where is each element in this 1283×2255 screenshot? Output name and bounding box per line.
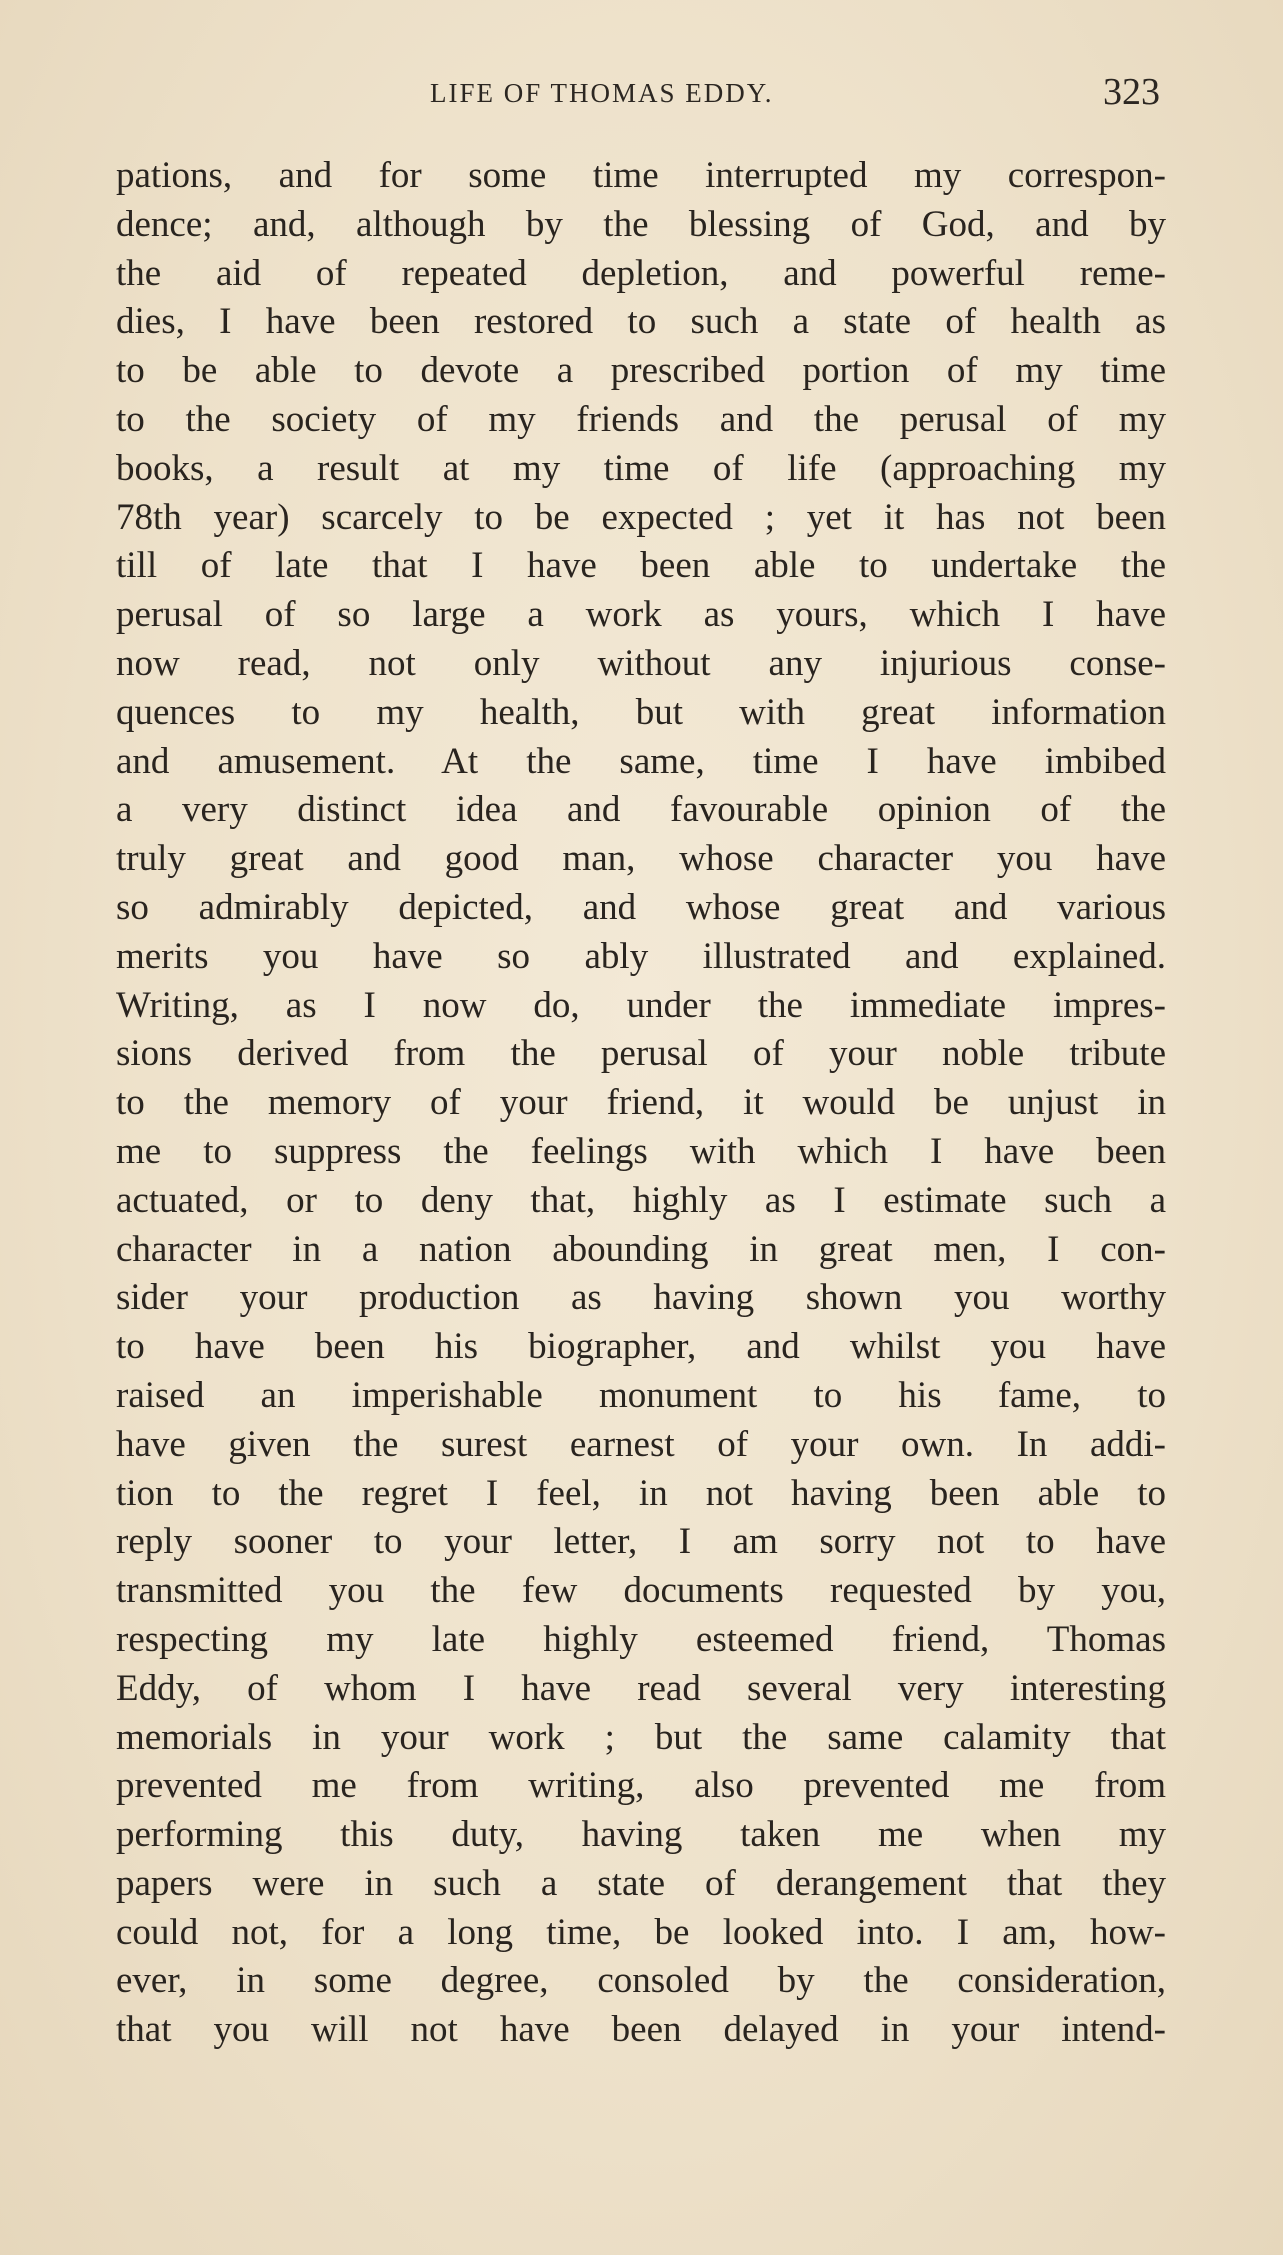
- text-line: so admirably depicted, and whose great and various: [116, 886, 1166, 928]
- text-line: character in a nation abounding in great men, I con-: [116, 1228, 1166, 1270]
- text-line: Writing, as I now do, under the immediate impres-: [116, 984, 1166, 1026]
- text-line: now read, not only without any injurious conse-: [116, 642, 1166, 684]
- text-line: actuated, or to deny that, highly as I estimate such a: [116, 1179, 1166, 1221]
- text-line: sions derived from the perusal of your noble tribute: [116, 1033, 1166, 1075]
- text-line: Eddy, of whom I have read several very interesting: [116, 1667, 1166, 1709]
- page-number: 323: [1103, 71, 1160, 113]
- text-line: me to suppress the feelings with which I have been: [116, 1130, 1166, 1172]
- text-line: could not, for a long time, be looked into. I am, how-: [116, 1911, 1166, 1953]
- text-line: to the memory of your friend, it would be unjust in: [116, 1082, 1166, 1124]
- text-line: to the society of my friends and the perusal of my: [116, 398, 1166, 440]
- body-text: [116, 152, 1166, 2055]
- text-line: till of late that I have been able to undertake the: [116, 545, 1166, 587]
- text-line: pations, and for some time interrupted my correspon-: [116, 155, 1166, 196]
- text-line: prevented me from writing, also prevented me from: [116, 1765, 1166, 1807]
- text-line: raised an imperishable monument to his fame, to: [116, 1374, 1166, 1416]
- text-line: merits you have so ably illustrated and explained.: [116, 935, 1166, 977]
- text-line: and amusement. At the same, time I have imbibed: [116, 740, 1166, 782]
- text-line: ever, in some degree, consoled by the consideration,: [116, 1960, 1166, 2002]
- text-line: performing this duty, having taken me when my: [116, 1814, 1166, 1856]
- text-line: quences to my health, but with great information: [116, 691, 1166, 733]
- text-line: perusal of so large a work as yours, which I have: [116, 594, 1166, 636]
- text-line: reply sooner to your letter, I am sorry not to have: [116, 1521, 1166, 1563]
- text-line: have given the surest earnest of your own. In addi-: [116, 1423, 1166, 1465]
- text-line: books, a result at my time of life (approaching my: [116, 447, 1166, 489]
- text-line: truly great and good man, whose character you have: [116, 838, 1166, 880]
- text-line: dies, I have been restored to such a state of health as: [116, 301, 1166, 343]
- text-line: to be able to devote a prescribed portion of my time: [116, 350, 1166, 392]
- text-line: transmitted you the few documents requested by you,: [116, 1570, 1166, 1612]
- text-line: respecting my late highly esteemed friend, Thomas: [116, 1618, 1166, 1660]
- text-line: sider your production as having shown you worthy: [116, 1277, 1166, 1319]
- text-line: dence; and, although by the blessing of God, and by: [116, 203, 1166, 245]
- text-line: to have been his biographer, and whilst you have: [116, 1326, 1166, 1368]
- running-head-title: LIFE OF THOMAS EDDY.: [430, 78, 774, 108]
- text-line: that you will not have been delayed in your intend-: [116, 2009, 1166, 2051]
- text-line: the aid of repeated depletion, and powerful reme-: [116, 252, 1166, 294]
- text-line: a very distinct idea and favourable opinion of the: [116, 789, 1166, 831]
- text-line: memorials in your work ; but the same calamity that: [116, 1716, 1166, 1758]
- text-line: 78th year) scarcely to be expected ; yet it has not been: [116, 496, 1166, 538]
- text-line: tion to the regret I feel, in not having been able to: [116, 1472, 1166, 1514]
- text-line: papers were in such a state of derangement that they: [116, 1862, 1166, 1904]
